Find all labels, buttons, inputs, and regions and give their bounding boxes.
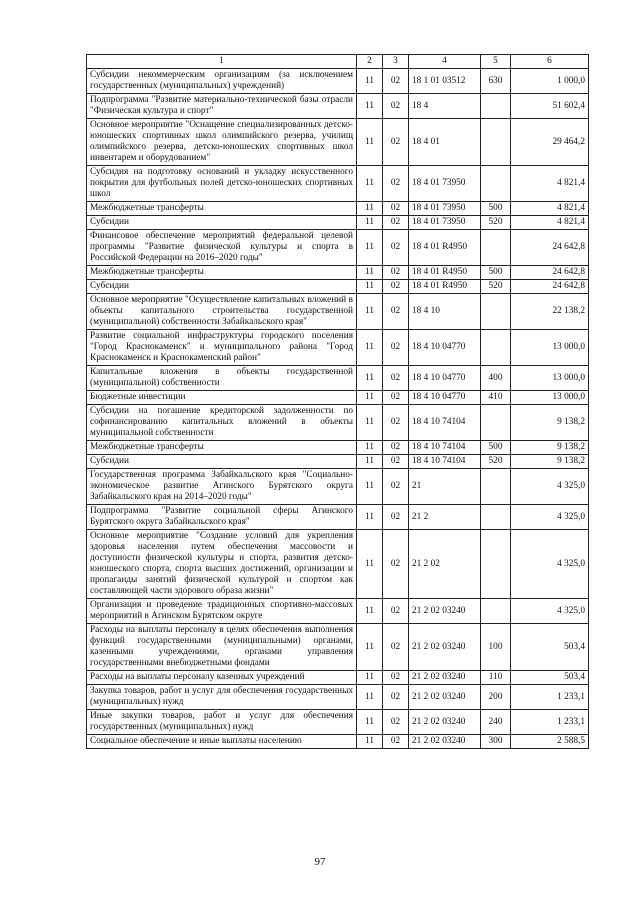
expense-type-cell: 500: [481, 266, 511, 280]
expense-type-cell: [481, 294, 511, 330]
amount-cell: 22 138,2: [511, 294, 589, 330]
subsection-code-cell: 02: [383, 330, 409, 366]
table-row: [87, 266, 589, 280]
row-name-cell: Субсидии: [87, 280, 357, 294]
amount-cell: 29 464,2: [511, 119, 589, 166]
section-code-cell: 11: [357, 710, 383, 735]
subsection-code-cell: 02: [383, 671, 409, 685]
header-cell: 5: [481, 55, 511, 69]
table-row: [87, 166, 589, 202]
section-code-cell: 11: [357, 505, 383, 530]
section-code-cell: 11: [357, 685, 383, 710]
amount-cell: 1 233,1: [511, 685, 589, 710]
row-name-cell: Основное мероприятие "Оснащение специализированных детско-юношеских спортивных школ олимпийского резерва, училищ олимпийского резерва, детско-юношеских спортивных школ инвентарем и оборудованием": [87, 119, 357, 166]
section-code-cell: 11: [357, 671, 383, 685]
target-article-cell: 18 4 01 73950: [409, 216, 481, 230]
row-name-cell: Бюджетные инвестиции: [87, 391, 357, 405]
expense-type-cell: 400: [481, 366, 511, 391]
section-code-cell: 11: [357, 330, 383, 366]
table-row: [87, 685, 589, 710]
row-name-cell: Субсидии на погашение кредиторской задолженности по софинансированию капитальных вложений в объекты муниципальной собственности: [87, 405, 357, 441]
expense-type-cell: 110: [481, 671, 511, 685]
row-name-cell: Субсидия на подготовку оснований и укладку искусственного покрытия для футбольных полей детско-юношеских спортивных школ: [87, 166, 357, 202]
target-article-cell: 21 2 02 03240: [409, 735, 481, 749]
table-row: [87, 530, 589, 599]
target-article-cell: 18 4: [409, 94, 481, 119]
expense-type-cell: [481, 405, 511, 441]
target-article-cell: 18 4 01 73950: [409, 202, 481, 216]
table-row: [87, 69, 589, 94]
expense-type-cell: [481, 230, 511, 266]
table-row: [87, 441, 589, 455]
expense-type-cell: 520: [481, 216, 511, 230]
subsection-code-cell: 02: [383, 469, 409, 505]
subsection-code-cell: 02: [383, 391, 409, 405]
target-article-cell: 21 2 02: [409, 530, 481, 599]
subsection-code-cell: 02: [383, 230, 409, 266]
expense-type-cell: 100: [481, 624, 511, 671]
amount-cell: 24 642,8: [511, 230, 589, 266]
amount-cell: 1 000,0: [511, 69, 589, 94]
section-code-cell: 11: [357, 266, 383, 280]
target-article-cell: 18 1 01 03512: [409, 69, 481, 94]
expense-type-cell: [481, 166, 511, 202]
table-row: [87, 735, 589, 749]
amount-cell: 24 642,8: [511, 280, 589, 294]
subsection-code-cell: 02: [383, 505, 409, 530]
amount-cell: 503,4: [511, 671, 589, 685]
expense-type-cell: 520: [481, 280, 511, 294]
section-code-cell: 11: [357, 441, 383, 455]
target-article-cell: 21 2 02 03240: [409, 671, 481, 685]
row-name-cell: Межбюджетные трансферты: [87, 202, 357, 216]
row-name-cell: Расходы на выплаты персоналу в целях обеспечения выполнения функций государственными (муниципальными) органами, казенными учреждениями, органами управления государственными внебюджетными фондами: [87, 624, 357, 671]
row-name-cell: Подпрограмма "Развитие социальной сферы Агинского Бурятского округа Забайкальского края": [87, 505, 357, 530]
row-name-cell: Иные закупки товаров, работ и услуг для обеспечения государственных (муниципальных) нужд: [87, 710, 357, 735]
row-name-cell: Основное мероприятие "Создание условий для укрепления здоровья населения путем обеспечения массовости и доступности физической культуры и спорта, развития детско-юношеского спорта, спорта высших достижений, организации и пропаганды занятий физической культурой и спортом как составляющей части здорового образа жизни": [87, 530, 357, 599]
target-article-cell: 18 4 01 R4950: [409, 280, 481, 294]
table-row: [87, 505, 589, 530]
table-row: [87, 366, 589, 391]
expense-type-cell: 630: [481, 69, 511, 94]
subsection-code-cell: 02: [383, 530, 409, 599]
target-article-cell: 18 4 01 R4950: [409, 230, 481, 266]
section-code-cell: 11: [357, 94, 383, 119]
subsection-code-cell: 02: [383, 599, 409, 624]
table-row: [87, 391, 589, 405]
expense-type-cell: 520: [481, 455, 511, 469]
amount-cell: 4 325,0: [511, 530, 589, 599]
expense-type-cell: 300: [481, 735, 511, 749]
table-row: [87, 294, 589, 330]
section-code-cell: 11: [357, 119, 383, 166]
expense-type-cell: [481, 330, 511, 366]
table-row: [87, 624, 589, 671]
table-header: [87, 55, 589, 69]
expense-type-cell: [481, 530, 511, 599]
target-article-cell: 21 2 02 03240: [409, 599, 481, 624]
row-name-cell: Государственная программа Забайкальского края "Социально-экономическое развитие Агинского Бурятского округа Забайкальского края на 2014–2020 годы": [87, 469, 357, 505]
amount-cell: 4 325,0: [511, 505, 589, 530]
target-article-cell: 18 4 10 04770: [409, 330, 481, 366]
header-cell: 2: [357, 55, 383, 69]
amount-cell: 4 325,0: [511, 599, 589, 624]
subsection-code-cell: 02: [383, 294, 409, 330]
subsection-code-cell: 02: [383, 405, 409, 441]
amount-cell: 13 000,0: [511, 330, 589, 366]
header-cell: 3: [383, 55, 409, 69]
expense-type-cell: 200: [481, 685, 511, 710]
target-article-cell: 18 4 01: [409, 119, 481, 166]
row-name-cell: Закупка товаров, работ и услуг для обеспечения государственных (муниципальных) нужд: [87, 685, 357, 710]
table-row: [87, 710, 589, 735]
section-code-cell: 11: [357, 599, 383, 624]
subsection-code-cell: 02: [383, 266, 409, 280]
expense-type-cell: [481, 505, 511, 530]
subsection-code-cell: 02: [383, 216, 409, 230]
table-row: [87, 455, 589, 469]
amount-cell: 9 138,2: [511, 405, 589, 441]
expense-type-cell: [481, 599, 511, 624]
target-article-cell: 21 2: [409, 505, 481, 530]
expense-type-cell: [481, 94, 511, 119]
amount-cell: 9 138,2: [511, 441, 589, 455]
subsection-code-cell: 02: [383, 69, 409, 94]
expense-type-cell: 500: [481, 202, 511, 216]
section-code-cell: 11: [357, 230, 383, 266]
table-row: [87, 119, 589, 166]
subsection-code-cell: 02: [383, 710, 409, 735]
section-code-cell: 11: [357, 405, 383, 441]
amount-cell: 503,4: [511, 624, 589, 671]
section-code-cell: 11: [357, 391, 383, 405]
expense-type-cell: 240: [481, 710, 511, 735]
row-name-cell: Субсидии: [87, 455, 357, 469]
subsection-code-cell: 02: [383, 202, 409, 216]
amount-cell: 9 138,2: [511, 455, 589, 469]
section-code-cell: 11: [357, 216, 383, 230]
amount-cell: 4 821,4: [511, 216, 589, 230]
row-name-cell: Капитальные вложения в объекты государственной (муниципальной) собственности: [87, 366, 357, 391]
expense-type-cell: 410: [481, 391, 511, 405]
subsection-code-cell: 02: [383, 735, 409, 749]
subsection-code-cell: 02: [383, 685, 409, 710]
target-article-cell: 21 2 02 03240: [409, 710, 481, 735]
expense-type-cell: [481, 469, 511, 505]
section-code-cell: 11: [357, 366, 383, 391]
subsection-code-cell: 02: [383, 94, 409, 119]
target-article-cell: 18 4 10 04770: [409, 391, 481, 405]
section-code-cell: 11: [357, 166, 383, 202]
header-cell: 1: [87, 55, 357, 69]
expense-type-cell: 500: [481, 441, 511, 455]
section-code-cell: 11: [357, 735, 383, 749]
subsection-code-cell: 02: [383, 280, 409, 294]
amount-cell: 1 233,1: [511, 710, 589, 735]
page-number: 97: [314, 856, 326, 868]
table-row: [87, 671, 589, 685]
row-name-cell: Субсидии некоммерческим организациям (за исключением государственных (муниципальных) учреждений): [87, 69, 357, 94]
target-article-cell: 18 4 10 74104: [409, 405, 481, 441]
subsection-code-cell: 02: [383, 455, 409, 469]
subsection-code-cell: 02: [383, 624, 409, 671]
target-article-cell: 21 2 02 03240: [409, 624, 481, 671]
header-row: [87, 55, 589, 69]
amount-cell: 2 588,5: [511, 735, 589, 749]
target-article-cell: 18 4 10: [409, 294, 481, 330]
section-code-cell: 11: [357, 202, 383, 216]
row-name-cell: Развитие социальной инфраструктуры городского поселения "Город Краснокаменск" и муниципального района "Город Краснокаменск и Краснокаменский район": [87, 330, 357, 366]
target-article-cell: 21 2 02 03240: [409, 685, 481, 710]
row-name-cell: Расходы на выплаты персоналу казенных учреждений: [87, 671, 357, 685]
header-cell: 4: [409, 55, 481, 69]
target-article-cell: 21: [409, 469, 481, 505]
section-code-cell: 11: [357, 294, 383, 330]
row-name-cell: Межбюджетные трансферты: [87, 441, 357, 455]
table-row: [87, 469, 589, 505]
row-name-cell: Подпрограмма "Развитие материально-технической базы отрасли "Физическая культура и спорт": [87, 94, 357, 119]
target-article-cell: 18 4 10 74104: [409, 441, 481, 455]
row-name-cell: Организация и проведение традиционных спортивно-массовых мероприятий в Агинском Бурятском округе: [87, 599, 357, 624]
table-row: [87, 216, 589, 230]
row-name-cell: Финансовое обеспечение мероприятий федеральной целевой программы "Развитие физической культуры и спорта в Российской Федерации на 2016–2020 годы": [87, 230, 357, 266]
subsection-code-cell: 02: [383, 366, 409, 391]
amount-cell: 13 000,0: [511, 391, 589, 405]
amount-cell: 4 821,4: [511, 202, 589, 216]
row-name-cell: Субсидии: [87, 216, 357, 230]
amount-cell: 24 642,8: [511, 266, 589, 280]
row-name-cell: Социальное обеспечение и иные выплаты населению: [87, 735, 357, 749]
table-row: [87, 94, 589, 119]
amount-cell: 13 000,0: [511, 366, 589, 391]
budget-table: [86, 54, 589, 749]
subsection-code-cell: 02: [383, 166, 409, 202]
section-code-cell: 11: [357, 469, 383, 505]
expense-type-cell: [481, 119, 511, 166]
table-row: [87, 202, 589, 216]
header-cell: 6: [511, 55, 589, 69]
subsection-code-cell: 02: [383, 441, 409, 455]
table-row: [87, 330, 589, 366]
target-article-cell: 18 4 10 04770: [409, 366, 481, 391]
section-code-cell: 11: [357, 624, 383, 671]
amount-cell: 4 325,0: [511, 469, 589, 505]
section-code-cell: 11: [357, 455, 383, 469]
row-name-cell: Межбюджетные трансферты: [87, 266, 357, 280]
amount-cell: 4 821,4: [511, 166, 589, 202]
table-body: [87, 69, 589, 749]
section-code-cell: 11: [357, 530, 383, 599]
table-row: [87, 230, 589, 266]
amount-cell: 51 602,4: [511, 94, 589, 119]
section-code-cell: 11: [357, 69, 383, 94]
target-article-cell: 18 4 01 R4950: [409, 266, 481, 280]
row-name-cell: Основное мероприятие "Осуществление капитальных вложений в объекты капитального строительства государственной (муниципальной) собственности Забайкальского края": [87, 294, 357, 330]
subsection-code-cell: 02: [383, 119, 409, 166]
target-article-cell: 18 4 10 74104: [409, 455, 481, 469]
table-row: [87, 280, 589, 294]
target-article-cell: 18 4 01 73950: [409, 166, 481, 202]
table-row: [87, 405, 589, 441]
section-code-cell: 11: [357, 280, 383, 294]
table-row: [87, 599, 589, 624]
